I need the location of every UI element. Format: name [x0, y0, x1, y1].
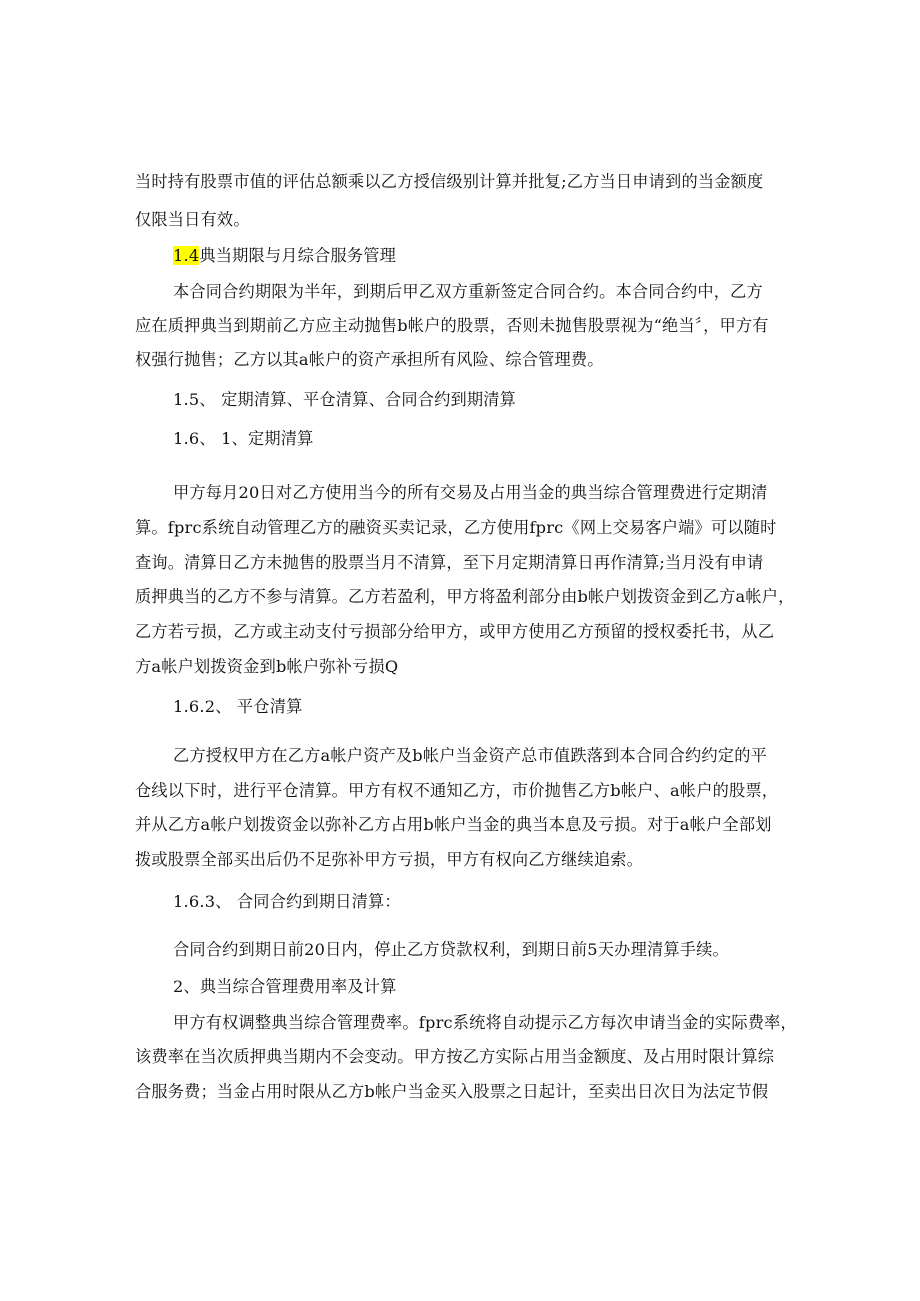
intro-line-2: 仅限当日有效。	[135, 210, 250, 229]
section-1-6-line-2: 算。fprc系统自动管理乙方的融资买卖记录，乙方使用fprc《网上交易客户端》可以随时	[135, 518, 777, 537]
section-2-line-3: 合服务费；当金占用时限从乙方b帐户当金买入股票之日起计，至卖出日次日为法定节假	[135, 1082, 769, 1101]
section-1-6-line-5: 乙方若亏损，乙方或主动支付亏损部分给甲方，或甲方使用乙方预留的授权委托书，从乙	[135, 622, 775, 641]
section-1-6-2-line-1: 乙方授权甲方在乙方a帐户资产及b帐户当金资产总市值跌落到本合同合约约定的平	[173, 746, 767, 765]
section-1-6-2-line-3: 并从乙方a帐户划拨资金以弥补乙方占用b帐户当金的典当本息及亏损。对于a帐户全部划	[135, 815, 772, 834]
section-1-6-line-6: 方a帐户划拨资金到b帐户弥补亏损Q	[135, 657, 399, 676]
section-2-line-2: 该费率在当次质押典当期内不会变动。甲方按乙方实际占用当金额度、及占用时限计算综	[135, 1047, 775, 1066]
highlighted-section-number: 1.4	[173, 246, 200, 265]
section-1-4-title: 典当期限与月综合服务管理	[199, 246, 396, 265]
section-1-4-line-3: 权强行抛售；乙方以其a帐户的资产承担所有风险、综合管理费。	[135, 350, 604, 369]
section-1-6-heading: 1.6、 1、定期清算	[173, 429, 314, 448]
section-1-6-2-line-2: 仓线以下时，进行平仓清算。甲方有权不通知乙方，市价抛售乙方b帐户、a帐户的股票，	[135, 781, 779, 800]
section-1-6-3-heading: 1.6.3、 合同合约到期日清算：	[173, 892, 401, 911]
section-1-6-line-3: 查询。清算日乙方未抛售的股票当月不清算，至下月定期清算日再作清算;当月没有申请	[135, 553, 764, 572]
section-1-6-3-line-1: 合同合约到期日前20日内，停止乙方贷款权利，到期日前5天办理清算手续。	[173, 940, 729, 959]
section-1-4-line-1: 本合同合约期限为半年，到期后甲乙双方重新签定合同合约。本合同合约中，乙方	[173, 282, 763, 301]
intro-line-1: 当时持有股票市值的评估总额乘以乙方授信级别计算并批复;乙方当日申请到的当金额度	[135, 172, 764, 191]
section-1-6-line-1: 甲方每月20日对乙方使用当今的所有交易及占用当金的典当综合管理费进行定期清	[173, 483, 768, 502]
section-1-6-line-4: 质押典当的乙方不参与清算。乙方若盈利，甲方将盈利部分由b帐户划拨资金到乙方a帐户，	[135, 587, 795, 606]
section-1-4-line-2: 应在质押典当到期前乙方应主动抛售b帐户的股票，否则未抛售股票视为“绝当〞，甲方有	[135, 316, 769, 335]
section-2-line-1: 甲方有权调整典当综合管理费率。fprc系统将自动提示乙方每次申请当金的实际费率，	[173, 1013, 797, 1032]
section-2-heading: 2、典当综合管理费用率及计算	[173, 977, 397, 996]
section-1-6-2-line-4: 拨或股票全部买出后仍不足弥补甲方亏损，甲方有权向乙方继续追索。	[135, 850, 644, 869]
section-1-5-heading: 1.5、 定期清算、平仓清算、合同合约到期清算	[173, 390, 517, 409]
section-1-6-2-heading: 1.6.2、 平仓清算	[173, 697, 303, 716]
section-1-4-heading	[173, 245, 396, 267]
